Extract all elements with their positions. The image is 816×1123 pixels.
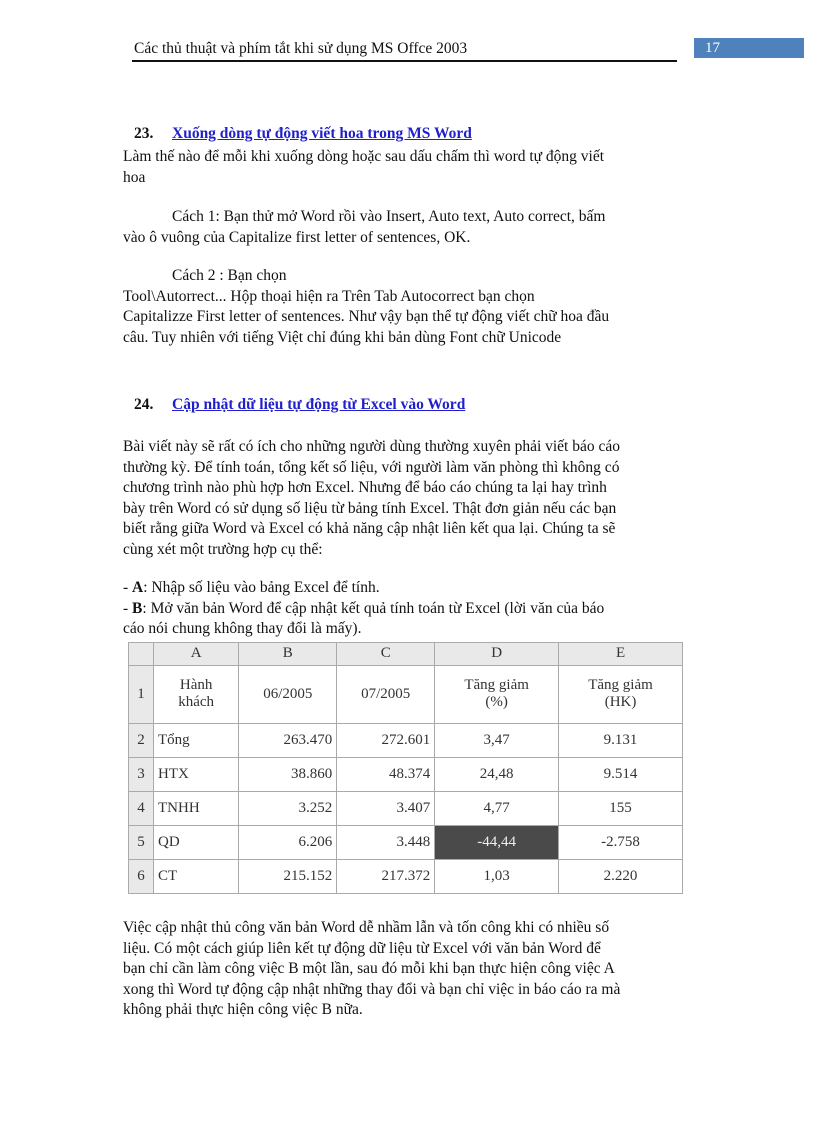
intro-line-1: Làm thế nào để mỗi khi xuống dòng hoặc sau dấu chấm thì word tự động viết bbox=[123, 148, 605, 165]
cell-header-a bbox=[154, 665, 239, 723]
item-a-text: : Nhập số liệu vào bảng Excel để tính. bbox=[143, 579, 380, 596]
cell: 6.206 bbox=[239, 825, 337, 859]
cell: 3.252 bbox=[239, 791, 337, 825]
para-line: chương trình nào phù hợp hơn Excel. Nhưng để báo cáo chúng ta lại hay trình bbox=[123, 479, 607, 496]
item-b: - B: Mở văn bản Word để cập nhật kết quả tính toán từ Excel (lời văn của báo bbox=[123, 599, 605, 617]
col-header-a: A bbox=[154, 643, 239, 666]
page-number-badge: 17 bbox=[694, 38, 804, 58]
cell: HTX bbox=[154, 757, 239, 791]
col-header-d: D bbox=[435, 643, 559, 666]
item-b-line-2: cáo nói chung không thay đổi là mấy). bbox=[123, 620, 362, 637]
cell: Tổng bbox=[154, 723, 239, 757]
row-number: 1 bbox=[129, 665, 154, 723]
section-23-intro bbox=[123, 147, 703, 188]
row-number: 2 bbox=[129, 723, 154, 757]
section-23-cach-2 bbox=[123, 266, 703, 348]
table-row bbox=[129, 757, 683, 791]
cell: 9.514 bbox=[559, 757, 683, 791]
cell-text: Tăng giảm bbox=[588, 677, 653, 694]
cell: CT bbox=[154, 859, 239, 893]
page-header bbox=[132, 40, 677, 62]
cell: TNHH bbox=[154, 791, 239, 825]
cell: -2.758 bbox=[559, 825, 683, 859]
section-24-title-link[interactable]: Cập nhật dữ liệu tự động từ Excel vào Word bbox=[172, 396, 466, 413]
table-row bbox=[129, 665, 683, 723]
item-b-label: B bbox=[132, 599, 143, 617]
cell: 217.372 bbox=[337, 859, 435, 893]
closing-line: xong thì Word tự động cập nhật những thay đổi và bạn chỉ việc in báo cáo ra mà bbox=[123, 980, 621, 998]
cell-text: Tăng giảm bbox=[464, 677, 529, 694]
table-row bbox=[129, 825, 683, 859]
cell-header-c: 07/2005 bbox=[337, 665, 435, 723]
cach1-line-2: vào ô vuông của Capitalize first letter of sentences, OK. bbox=[123, 228, 471, 246]
row-number: 4 bbox=[129, 791, 154, 825]
cell: 24,48 bbox=[435, 757, 559, 791]
cell: 3,47 bbox=[435, 723, 559, 757]
cell: 215.152 bbox=[239, 859, 337, 893]
section-23-cach-1 bbox=[123, 207, 703, 248]
row-number: 6 bbox=[129, 859, 154, 893]
para-line: biết rằng giữa Word và Excel có khả năng cập nhật liên kết qua lại. Chúng ta sẽ bbox=[123, 520, 616, 537]
cach2-line-2: Tool\Autorrect... Hộp thoại hiện ra Trên Tab Autocorrect bạn chọn bbox=[123, 287, 535, 305]
cell-header-d bbox=[435, 665, 559, 723]
cell-selected: -44,44 bbox=[435, 825, 559, 859]
cell: 4,77 bbox=[435, 791, 559, 825]
para-line: thường kỳ. Để tính toán, tổng kết số liệu, với người làm văn phòng thì không có bbox=[123, 458, 620, 476]
section-24-items bbox=[123, 578, 703, 640]
cell: 38.860 bbox=[239, 757, 337, 791]
col-header-c: C bbox=[337, 643, 435, 666]
cell: 3.448 bbox=[337, 825, 435, 859]
para-line: cùng xét một trường hợp cụ thể: bbox=[123, 540, 323, 558]
excel-table bbox=[128, 642, 683, 894]
row-number: 3 bbox=[129, 757, 154, 791]
row-number: 5 bbox=[129, 825, 154, 859]
cach1-line-1: Cách 1: Bạn thử mở Word rồi vào Insert, Auto text, Auto correct, bấm bbox=[172, 208, 606, 225]
col-header-b: B bbox=[239, 643, 337, 666]
cell-text: Hành bbox=[179, 677, 213, 694]
cach2-line-1: Cách 2 : Bạn chọn bbox=[172, 267, 287, 284]
closing-line: bạn chỉ cần làm công việc B một lần, sau đó mỗi khi bạn thực hiện công việc A bbox=[123, 960, 615, 977]
column-header-row bbox=[129, 643, 683, 666]
cell: 1,03 bbox=[435, 859, 559, 893]
cell: 263.470 bbox=[239, 723, 337, 757]
corner-cell bbox=[129, 643, 154, 666]
closing-line: Việc cập nhật thủ công văn bản Word dễ nhầm lẫn và tốn công khi có nhiều số bbox=[123, 919, 610, 936]
col-header-e: E bbox=[559, 643, 683, 666]
item-b-text: : Mở văn bản Word để cập nhật kết quả tính toán từ Excel (lời văn của báo bbox=[142, 599, 605, 617]
section-24-paragraph bbox=[123, 437, 703, 560]
section-23-heading bbox=[134, 124, 472, 144]
item-a: - A: Nhập số liệu vào bảng Excel để tính. bbox=[123, 579, 380, 596]
table-row bbox=[129, 791, 683, 825]
cell: 3.407 bbox=[337, 791, 435, 825]
cell: 155 bbox=[559, 791, 683, 825]
cach2-line-4: câu. Tuy nhiên với tiếng Việt chỉ đúng khi bản dùng Font chữ Unicode bbox=[123, 328, 562, 346]
table-row bbox=[129, 723, 683, 757]
section-24-number: 24. bbox=[134, 396, 154, 413]
cell-header-e bbox=[559, 665, 683, 723]
cell: 9.131 bbox=[559, 723, 683, 757]
cell: QD bbox=[154, 825, 239, 859]
section-23-number: 23. bbox=[134, 125, 154, 142]
item-a-label: A bbox=[132, 579, 144, 596]
cell-text: (%) bbox=[485, 694, 508, 711]
cell-text: (HK) bbox=[604, 694, 637, 711]
intro-line-2: hoa bbox=[123, 168, 146, 186]
cell: 2.220 bbox=[559, 859, 683, 893]
section-24-heading bbox=[134, 395, 465, 415]
para-line: Bài viết này sẽ rất có ích cho những người dùng thường xuyên phải viết báo cáo bbox=[123, 438, 621, 455]
cell: 48.374 bbox=[337, 757, 435, 791]
cell: 272.601 bbox=[337, 723, 435, 757]
cell-text: khách bbox=[178, 694, 215, 711]
closing-line: không phải thực hiện công việc B nữa. bbox=[123, 1001, 363, 1018]
para-line: bày trên Word có sử dụng số liệu từ bảng tính Excel. Thật đơn giản nếu các bạn bbox=[123, 499, 617, 517]
header-title: Các thủ thuật và phím tắt khi sử dụng MS Offce 2003 bbox=[134, 40, 468, 57]
closing-line: liệu. Có một cách giúp liên kết tự động dữ liệu từ Excel với văn bản Word để bbox=[123, 939, 601, 957]
cell-header-b: 06/2005 bbox=[239, 665, 337, 723]
section-24-closing bbox=[123, 918, 703, 1021]
section-23-title-link[interactable]: Xuống dòng tự động viết hoa trong MS Word bbox=[172, 125, 472, 142]
table-row bbox=[129, 859, 683, 893]
cach2-line-3: Capitalizze First letter of sentences. Như vậy bạn thể tự động viết chữ hoa đầu bbox=[123, 308, 610, 325]
